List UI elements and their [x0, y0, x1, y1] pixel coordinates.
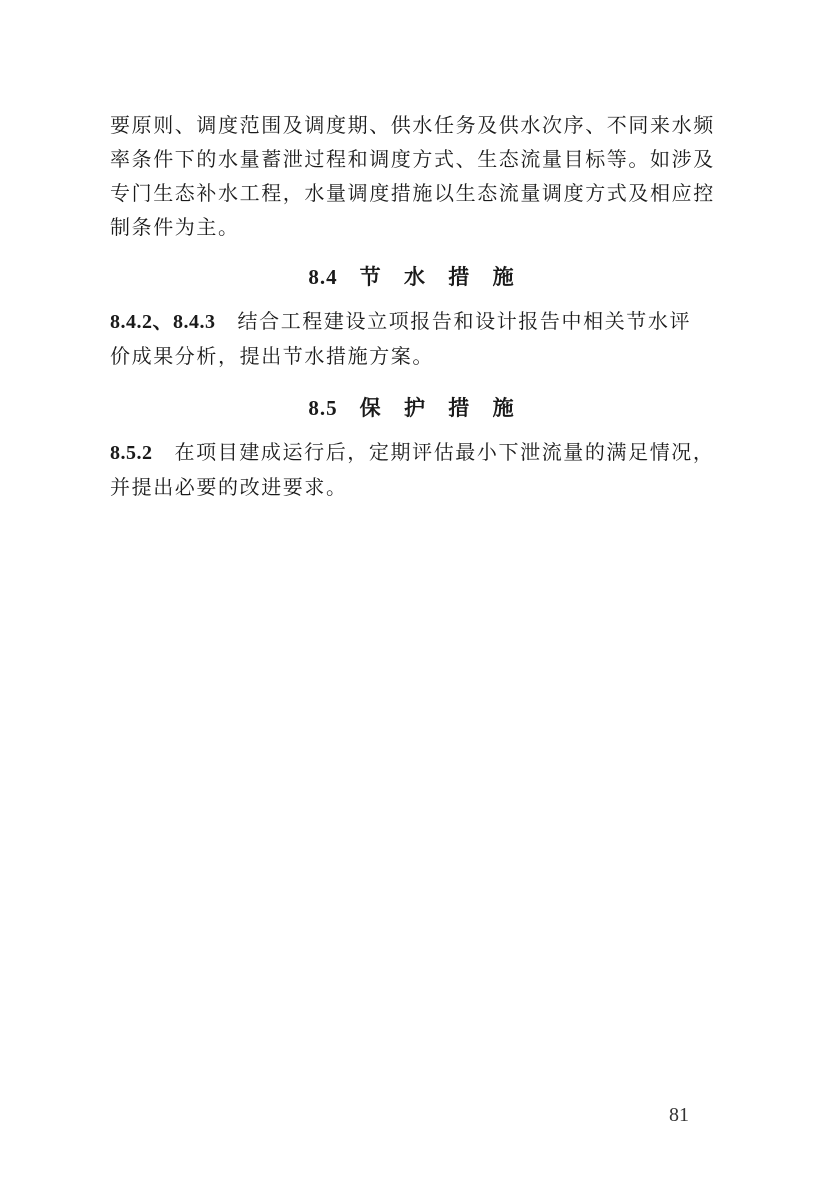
- section-heading-8-4: [110, 262, 720, 292]
- clause-number: 8.5.2: [110, 442, 153, 464]
- clause-text: 在项目建成运行后，定期评估最小下泄流量的满足情况，: [174, 440, 715, 464]
- section-title: 节 水 措 施: [359, 265, 522, 289]
- section-title: 保 护 措 施: [359, 396, 522, 420]
- section-number: 8.4: [308, 265, 338, 289]
- clause-text: 结合工程建设立项报告和设计报告中相关节水评: [237, 309, 692, 333]
- continued-paragraph: [110, 108, 720, 244]
- clause-8-5-2: [110, 435, 720, 504]
- paragraph-line: 率条件下的水量蓄泄过程和调度方式、生态流量目标等。如涉及: [110, 147, 715, 171]
- page-number: 81: [669, 1104, 689, 1126]
- clause-number: 8.4.2、8.4.3: [110, 311, 216, 333]
- paragraph-line: 并提出必要的改进要求。: [110, 475, 348, 499]
- paragraph-line: 专门生态补水工程，水量调度措施以生态流量调度方式及相应控: [110, 181, 715, 205]
- paragraph-line: [110, 304, 720, 339]
- paragraph-line: 制条件为主。: [110, 215, 240, 239]
- paragraph-line: [110, 435, 720, 470]
- clause-8-4-2: [110, 304, 720, 373]
- section-number: 8.5: [308, 396, 338, 420]
- section-heading-8-5: [110, 393, 720, 423]
- paragraph-line: 要原则、调度范围及调度期、供水任务及供水次序、不同来水频: [110, 113, 715, 137]
- document-page: [110, 108, 720, 504]
- paragraph-line: 价成果分析，提出节水措施方案。: [110, 344, 434, 368]
